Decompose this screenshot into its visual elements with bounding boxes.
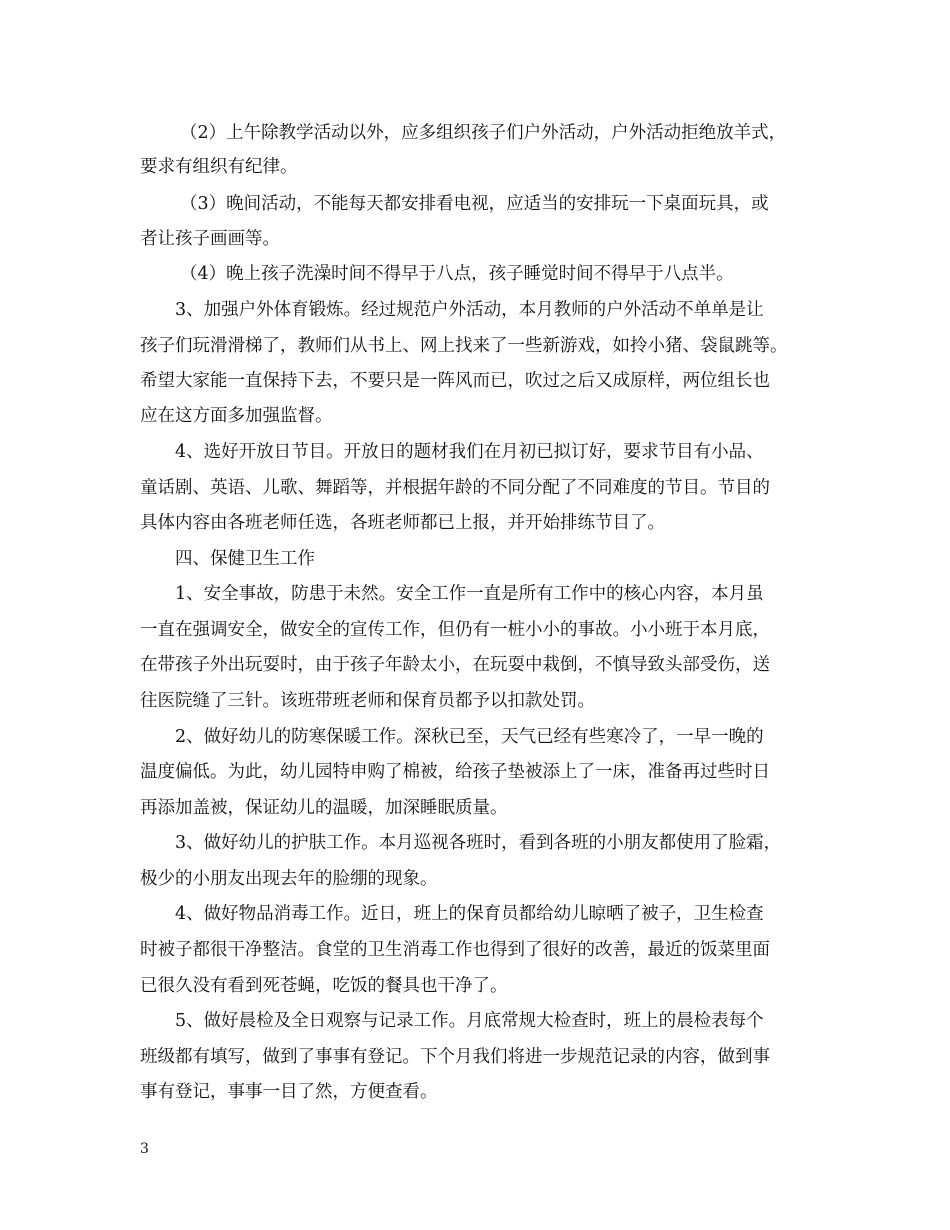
paragraph-line: 3、加强户外体育锻炼。经过规范户外活动，本月教师的户外活动不单单是让 (175, 300, 764, 320)
paragraph-line: （2）上午除教学活动以外，应多组织孩子们户外活动，户外活动拒绝放羊式， (180, 123, 787, 143)
paragraph-line: 事有登记，事事一目了然，方便查看。 (140, 1082, 438, 1102)
paragraph-line: 往医院缝了三针。该班带班老师和保育员都予以扣款处罚。 (140, 691, 595, 711)
paragraph-line: 者让孩子画画等。 (140, 229, 280, 249)
paragraph-line: 5、做好晨检及全日观察与记录工作。月底常规大检查时，班上的晨检表每个 (175, 1011, 764, 1031)
paragraph-line: 应在这方面多加强监督。 (140, 406, 333, 426)
paragraph-line: （3）晚间活动，不能每天都安排看电视，应适当的安排玩一下桌面玩具，或 (180, 194, 769, 214)
paragraph-line: 希望大家能一直保持下去，不要只是一阵风而已，吹过之后又成原样，两位组长也 (140, 371, 770, 391)
paragraph-line: 2、做好幼儿的防寒保暖工作。深秋已至，天气已经有些寒冷了，一早一晚的 (175, 727, 764, 747)
paragraph-line: 3、做好幼儿的护肤工作。本月巡视各班时，看到各班的小朋友都使用了脸霜， (175, 833, 782, 853)
page-number: 3 (140, 1141, 149, 1157)
paragraph-line: 一直在强调安全，做安全的宣传工作，但仍有一桩小小的事故。小小班于本月底， (140, 620, 770, 640)
paragraph-line: 具体内容由各班老师任选，各班老师都已上报，并开始排练节目了。 (140, 513, 665, 533)
paragraph-line: 孩子们玩滑滑梯了，教师们从书上、网上找来了一些新游戏，如拎小猪、袋鼠跳等。 (140, 336, 788, 356)
paragraph-line: 极少的小朋友出现去年的脸绷的现象。 (140, 869, 438, 889)
paragraph-line: 再添加盖被，保证幼儿的温暖，加深睡眠质量。 (140, 798, 508, 818)
paragraph-line: 要求有组织有纪律。 (140, 157, 298, 177)
paragraph-line: 4、做好物品消毒工作。近日，班上的保育员都给幼儿晾晒了被子，卫生检查 (175, 904, 764, 924)
paragraph-line: 4、选好开放日节目。开放日的题材我们在月初已拟订好，要求节目有小品、 (175, 442, 764, 462)
paragraph-line: （4）晚上孩子洗澡时间不得早于八点，孩子睡觉时间不得早于八点半。 (180, 264, 734, 284)
paragraph-line: 童话剧、英语、儿歌、舞蹈等，并根据年龄的不同分配了不同难度的节目。节目的 (140, 478, 770, 498)
paragraph-line: 1、安全事故，防患于未然。安全工作一直是所有工作中的核心内容，本月虽 (175, 584, 764, 604)
paragraph-line: 已很久没有看到死苍蝇，吃饭的餐具也干净了。 (140, 976, 508, 996)
paragraph-line: 班级都有填写，做到了事事有登记。下个月我们将进一步规范记录的内容，做到事 (140, 1047, 770, 1067)
paragraph-line: 温度偏低。为此，幼儿园特申购了棉被，给孩子垫被添上了一床，准备再过些时日 (140, 762, 770, 782)
section-heading: 四、保健卫生工作 (175, 549, 315, 569)
paragraph-line: 在带孩子外出玩耍时，由于孩子年龄太小，在玩耍中栽倒，不慎导致头部受伤，送 (140, 655, 770, 675)
paragraph-line: 时被子都很干净整洁。食堂的卫生消毒工作也得到了很好的改善，最近的饭菜里面 (140, 940, 770, 960)
